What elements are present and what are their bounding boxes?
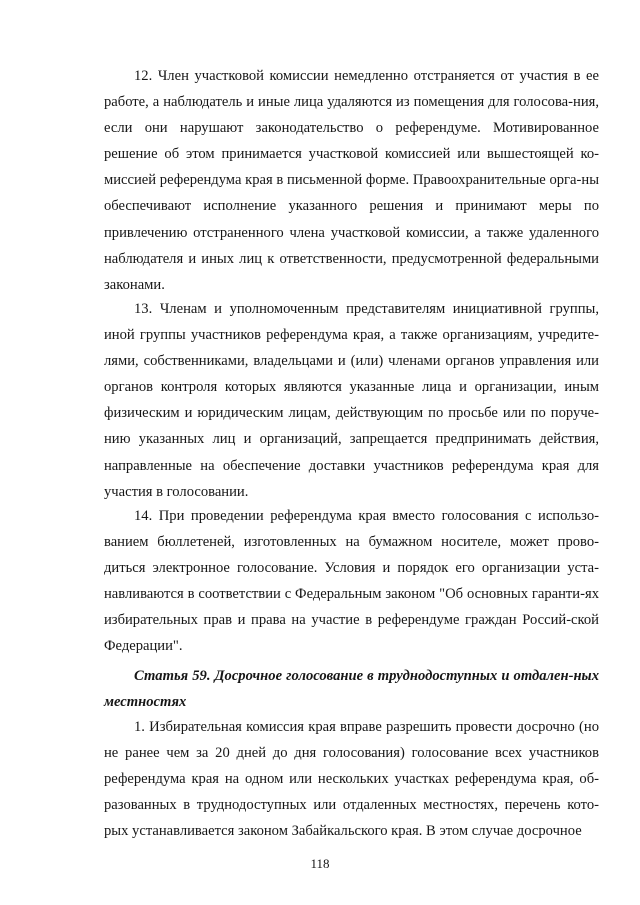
paragraph-12: 12. Член участковой комиссии немедленно отстраняется от участия в ее работе, а наблюдатель и иные лица удаляются из помещения для голосова-ния, если они нарушают законодательство о референдуме. Мотивированное решение об этом принимается участковой комиссией или вышестоящей ко-миссией референдума края в письменной форме. Правоохранительные орга-ны обеспечивают исполнение указанного решения и принимают меры по привлечению отстраненного члена участковой комиссии, а также удаленного наблюдателя и иных лиц к ответственности, предусмотренной федеральными законами. <box>104 68 599 293</box>
article-heading: Статья 59. Досрочное голосование в труднодоступных и отдален-ных местностях <box>104 668 599 710</box>
paragraph-13: 13. Членам и уполномоченным представителям инициативной группы, иной группы участников референдума края, а также организациям, учредите-лями, собственниками, владельцами и (или) членами органов управления или органов контроля которых являются указанные лица и организации, иным физическим и юридическим лицам, действующим по просьбе или по поруче-нию указанных лиц и организаций, запрещается предпринимать действия, направленные на обеспечение доставки участников референдума края для участия в голосовании. <box>104 301 599 500</box>
page-number: 118 <box>310 856 330 871</box>
paragraph-1: 1. Избирательная комиссия края вправе разрешить провести досрочно (но не ранее чем за 20 дней до дня голосования) голосование всех участников референдума края на одном или нескольких участках референдума края, об-разованных в труднодоступных или отдаленных местностях, перечень кото-рых устанавливается законом Забайкальского края. В этом случае досрочное <box>104 719 599 840</box>
paragraph-14: 14. При проведении референдума края вместо голосования с использо-ванием бюллетеней, изготовленных на бумажном носителе, может прово-диться электронное голосование. Условия и порядок его организации уста-навливаются в соответствии с Федеральным законом "Об основных гаранти-ях избирательных прав и права на участие в референдуме граждан Россий-ской Федерации". <box>104 508 599 655</box>
